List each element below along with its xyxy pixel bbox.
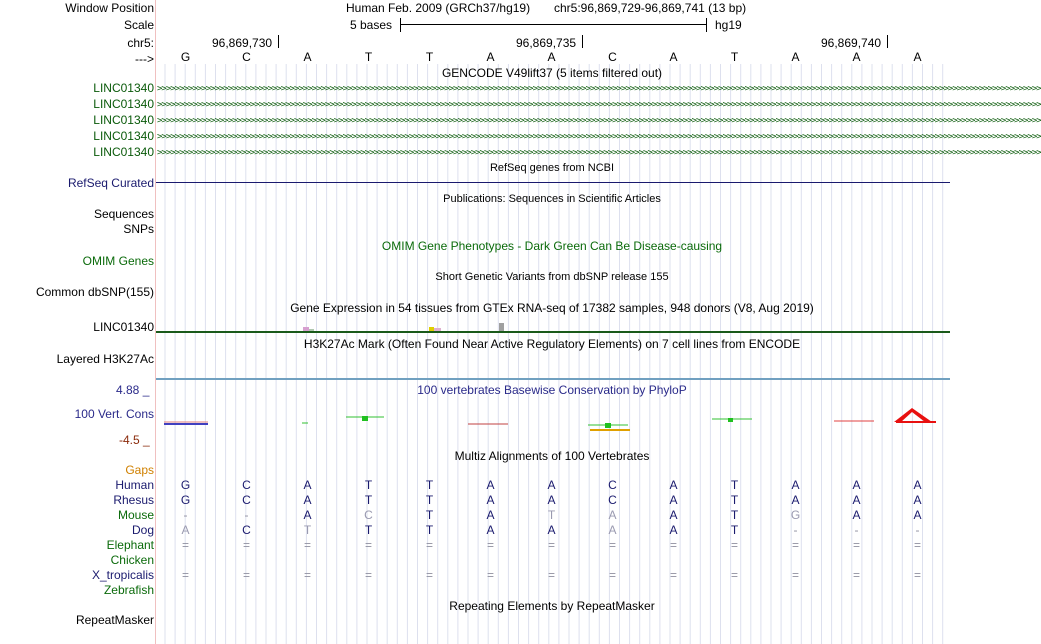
phylop-mark — [728, 418, 733, 422]
alignment-base: = — [181, 538, 189, 552]
alignment-base: T — [364, 493, 373, 507]
phylop-track-title: 100 vertebrates Basewise Conservation by PhyloP — [417, 383, 687, 397]
dbsnp-label[interactable]: Common dbSNP(155) — [35, 285, 154, 299]
h3k27ac-baseline — [156, 378, 950, 380]
db-text: hg19 — [715, 18, 742, 32]
alignment-base: = — [303, 568, 311, 582]
alignment-base: = — [913, 538, 921, 552]
alignment-base: A — [852, 478, 861, 492]
base-letter: A — [486, 50, 495, 64]
alignment-base: T — [364, 523, 373, 537]
base-letter: A — [852, 50, 861, 64]
alignment-base: T — [425, 493, 434, 507]
gencode-transcript[interactable]: >>>>>>>>>>>>>>>>>>>>>>>>>>>>>>>>>>>>>>>>>>>>>>>>>>>>>>>>>>>>>>>>>>>>>>>>>>>>>>>>>>>>>>>>>>>>>>>>>>>>>>>>>>>>>>>>>>>>>>>>>>>>>>>>>>>>>>>>>>>>>>>>>>>>>>>>>>>>>>>>>>>>>>>>>>>>>>>>>>>>>>>>>>>>>>>>>>>>>>>> — [157, 116, 1041, 126]
alignment-base: T — [730, 493, 739, 507]
scale-label: Scale — [123, 18, 154, 32]
species-label[interactable]: Mouse — [117, 508, 154, 522]
phylop-ymin: -4.5 _ — [119, 433, 150, 447]
alignment-base: = — [913, 568, 921, 582]
gtex-gene-line[interactable] — [156, 331, 950, 333]
alignment-base: = — [608, 568, 616, 582]
alignment-base: = — [425, 538, 433, 552]
alignment-base: = — [730, 538, 738, 552]
h3k27ac-label[interactable]: Layered H3K27Ac — [56, 352, 154, 366]
alignment-base: = — [791, 568, 799, 582]
repeatmasker-track-title: Repeating Elements by RepeatMasker — [449, 599, 655, 613]
species-label[interactable]: Human — [115, 478, 154, 492]
alignment-base: A — [303, 493, 312, 507]
alignment-base: A — [547, 493, 556, 507]
alignment-base: T — [730, 508, 739, 522]
alignment-base: A — [486, 493, 495, 507]
alignment-base: A — [486, 478, 495, 492]
alignment-base: T — [730, 478, 739, 492]
phylop-label[interactable]: 100 Vert. Cons — [74, 407, 154, 421]
alignment-base: = — [547, 538, 555, 552]
omim-label[interactable]: OMIM Genes — [82, 254, 154, 268]
alignment-base: T — [730, 523, 739, 537]
gencode-transcript[interactable]: >>>>>>>>>>>>>>>>>>>>>>>>>>>>>>>>>>>>>>>>>>>>>>>>>>>>>>>>>>>>>>>>>>>>>>>>>>>>>>>>>>>>>>>>>>>>>>>>>>>>>>>>>>>>>>>>>>>>>>>>>>>>>>>>>>>>>>>>>>>>>>>>>>>>>>>>>>>>>>>>>>>>>>>>>>>>>>>>>>>>>>>>>>>>>>>>>>>>>>>> — [157, 84, 1041, 94]
gencode-transcript[interactable]: >>>>>>>>>>>>>>>>>>>>>>>>>>>>>>>>>>>>>>>>>>>>>>>>>>>>>>>>>>>>>>>>>>>>>>>>>>>>>>>>>>>>>>>>>>>>>>>>>>>>>>>>>>>>>>>>>>>>>>>>>>>>>>>>>>>>>>>>>>>>>>>>>>>>>>>>>>>>>>>>>>>>>>>>>>>>>>>>>>>>>>>>>>>>>>>>>>>>>>>> — [157, 100, 1041, 110]
alignment-base: A — [181, 523, 190, 537]
alignment-base: A — [303, 508, 312, 522]
species-label[interactable]: Dog — [131, 523, 154, 537]
alignment-base: C — [364, 508, 373, 522]
alignment-base: - — [244, 508, 249, 522]
refseq-gene-line[interactable] — [156, 182, 950, 183]
alignment-base: = — [364, 538, 372, 552]
alignment-base: - — [854, 523, 859, 537]
alignment-base: - — [793, 523, 798, 537]
alignment-base: C — [242, 478, 251, 492]
species-label[interactable]: Elephant — [106, 538, 154, 552]
alignment-base: C — [242, 523, 251, 537]
assembly-text: Human Feb. 2009 (GRCh37/hg19) — [346, 1, 531, 15]
alignment-base: A — [913, 508, 922, 522]
alignment-base: = — [669, 538, 677, 552]
gtex-bar — [309, 329, 314, 331]
scale-bar — [401, 24, 706, 25]
alignment-base: C — [242, 493, 251, 507]
window-position-label: Window Position — [65, 1, 154, 15]
alignment-base: = — [852, 538, 860, 552]
alignment-base: = — [730, 568, 738, 582]
gencode-transcript[interactable]: >>>>>>>>>>>>>>>>>>>>>>>>>>>>>>>>>>>>>>>>>>>>>>>>>>>>>>>>>>>>>>>>>>>>>>>>>>>>>>>>>>>>>>>>>>>>>>>>>>>>>>>>>>>>>>>>>>>>>>>>>>>>>>>>>>>>>>>>>>>>>>>>>>>>>>>>>>>>>>>>>>>>>>>>>>>>>>>>>>>>>>>>>>>>>>>>>>>>>>>> — [157, 132, 1041, 142]
alignment-base: A — [913, 493, 922, 507]
alignment-base: = — [486, 568, 494, 582]
refseq-label[interactable]: RefSeq Curated — [67, 176, 154, 190]
pubs-label[interactable]: Sequences — [93, 207, 154, 221]
alignment-base: = — [547, 568, 555, 582]
dbsnp-track-title: Short Genetic Variants from dbSNP release 155 — [435, 271, 669, 283]
scale-bar-left-tick — [400, 18, 401, 32]
alignment-base: = — [242, 568, 250, 582]
base-letter: T — [730, 50, 739, 64]
species-label[interactable]: Rhesus — [113, 493, 154, 507]
alignment-base: = — [852, 568, 860, 582]
alignment-base: A — [852, 493, 861, 507]
gencode-track-title: GENCODE V49lift37 (5 items filtered out) — [441, 66, 663, 80]
alignment-base: T — [547, 508, 556, 522]
strand-label: ---> — [135, 52, 154, 66]
alignment-base: T — [303, 523, 312, 537]
base-letter: A — [791, 50, 800, 64]
alignment-base: A — [303, 478, 312, 492]
alignment-base: - — [915, 523, 920, 537]
alignment-base: A — [791, 493, 800, 507]
snps-label[interactable]: SNPs — [123, 222, 154, 236]
ruler-tick-label: 96,869,730 — [212, 36, 273, 50]
species-label[interactable]: X_tropicalis — [91, 568, 154, 582]
base-letter: A — [547, 50, 556, 64]
multiz-track-title: Multiz Alignments of 100 Vertebrates — [454, 449, 650, 463]
alignment-base: - — [183, 508, 188, 522]
h3k27ac-track-title: H3K27Ac Mark (Often Found Near Active Regulatory Elements) on 7 cell lines from ENCODE — [303, 337, 801, 351]
base-letter: C — [242, 50, 251, 64]
alignment-base: = — [303, 538, 311, 552]
gencode-gene-label[interactable]: LINC01340 — [93, 145, 154, 159]
phylop-mark — [605, 423, 611, 428]
ruler-tick — [887, 35, 888, 48]
alignment-base: A — [486, 508, 495, 522]
species-label[interactable]: Chicken — [110, 553, 154, 567]
gencode-gene-label[interactable]: LINC01340 — [93, 97, 154, 111]
gtex-bar — [499, 323, 504, 331]
base-letter: A — [669, 50, 678, 64]
alignment-base: A — [608, 508, 617, 522]
scale-text: 5 bases — [350, 18, 393, 32]
ruler-tick-label: 96,869,735 — [516, 36, 577, 50]
alignment-base: A — [669, 508, 678, 522]
alignment-base: T — [425, 508, 434, 522]
alignment-base: T — [425, 478, 434, 492]
base-letter: T — [364, 50, 373, 64]
gaps-label[interactable]: Gaps — [125, 463, 154, 477]
base-letter: C — [608, 50, 617, 64]
alignment-base: = — [669, 568, 677, 582]
ruler-tick-label: 96,869,740 — [821, 36, 882, 50]
alignment-base: = — [181, 568, 189, 582]
alignment-base: A — [669, 478, 678, 492]
alignment-base: = — [791, 538, 799, 552]
repeatmasker-label[interactable]: RepeatMasker — [75, 613, 154, 627]
phylop-wiggle[interactable] — [156, 400, 950, 440]
base-letter: T — [425, 50, 434, 64]
gencode-gene-label[interactable]: LINC01340 — [93, 81, 154, 95]
base-letter: A — [303, 50, 312, 64]
position-text: chr5:96,869,729-96,869,741 (13 bp) — [554, 1, 747, 15]
base-letter: G — [180, 50, 191, 64]
alignment-base: G — [180, 493, 191, 507]
gencode-gene-label[interactable]: LINC01340 — [93, 113, 154, 127]
ruler-tick — [278, 35, 279, 48]
alignment-base: = — [364, 568, 372, 582]
phylop-mark — [362, 416, 368, 421]
gencode-transcript[interactable]: >>>>>>>>>>>>>>>>>>>>>>>>>>>>>>>>>>>>>>>>>>>>>>>>>>>>>>>>>>>>>>>>>>>>>>>>>>>>>>>>>>>>>>>>>>>>>>>>>>>>>>>>>>>>>>>>>>>>>>>>>>>>>>>>>>>>>>>>>>>>>>>>>>>>>>>>>>>>>>>>>>>>>>>>>>>>>>>>>>>>>>>>>>>>>>>>>>>>>>>> — [157, 148, 1041, 158]
alignment-base: G — [790, 508, 801, 522]
alignment-base: G — [180, 478, 191, 492]
refseq-track-title: RefSeq genes from NCBI — [489, 162, 615, 174]
alignment-base: A — [852, 508, 861, 522]
alignment-base: A — [547, 523, 556, 537]
phylop-ymax: 4.88 _ — [116, 383, 150, 397]
phylop-mark — [894, 408, 932, 422]
gtex-label[interactable]: LINC01340 — [93, 320, 154, 334]
gtex-bar — [434, 328, 441, 331]
gencode-gene-label[interactable]: LINC01340 — [93, 129, 154, 143]
alignment-base: A — [547, 478, 556, 492]
chrom-label: chr5: — [127, 36, 154, 50]
ruler-tick — [582, 35, 583, 48]
omim-track-title: OMIM Gene Phenotypes - Dark Green Can Be Disease-causing — [381, 239, 723, 253]
alignment-base: A — [913, 478, 922, 492]
scale-bar-right-tick — [706, 18, 707, 32]
alignment-base: A — [669, 493, 678, 507]
alignment-base: A — [669, 523, 678, 537]
alignment-base: C — [608, 478, 617, 492]
alignment-base: A — [791, 478, 800, 492]
alignment-base: = — [486, 538, 494, 552]
alignment-base: C — [608, 493, 617, 507]
alignment-base: = — [242, 538, 250, 552]
pubs-track-title: Publications: Sequences in Scientific Articles — [443, 193, 661, 205]
gtex-track-title: Gene Expression in 54 tissues from GTEx RNA-seq of 17382 samples, 948 donors (V8, Aug 2019) — [290, 301, 814, 315]
alignment-base: T — [364, 478, 373, 492]
species-label[interactable]: Zebrafish — [103, 583, 154, 597]
alignment-base: A — [608, 523, 617, 537]
alignment-base: T — [425, 523, 434, 537]
alignment-base: = — [425, 568, 433, 582]
alignment-base: A — [486, 523, 495, 537]
base-letter: A — [913, 50, 922, 64]
alignment-base: = — [608, 538, 616, 552]
